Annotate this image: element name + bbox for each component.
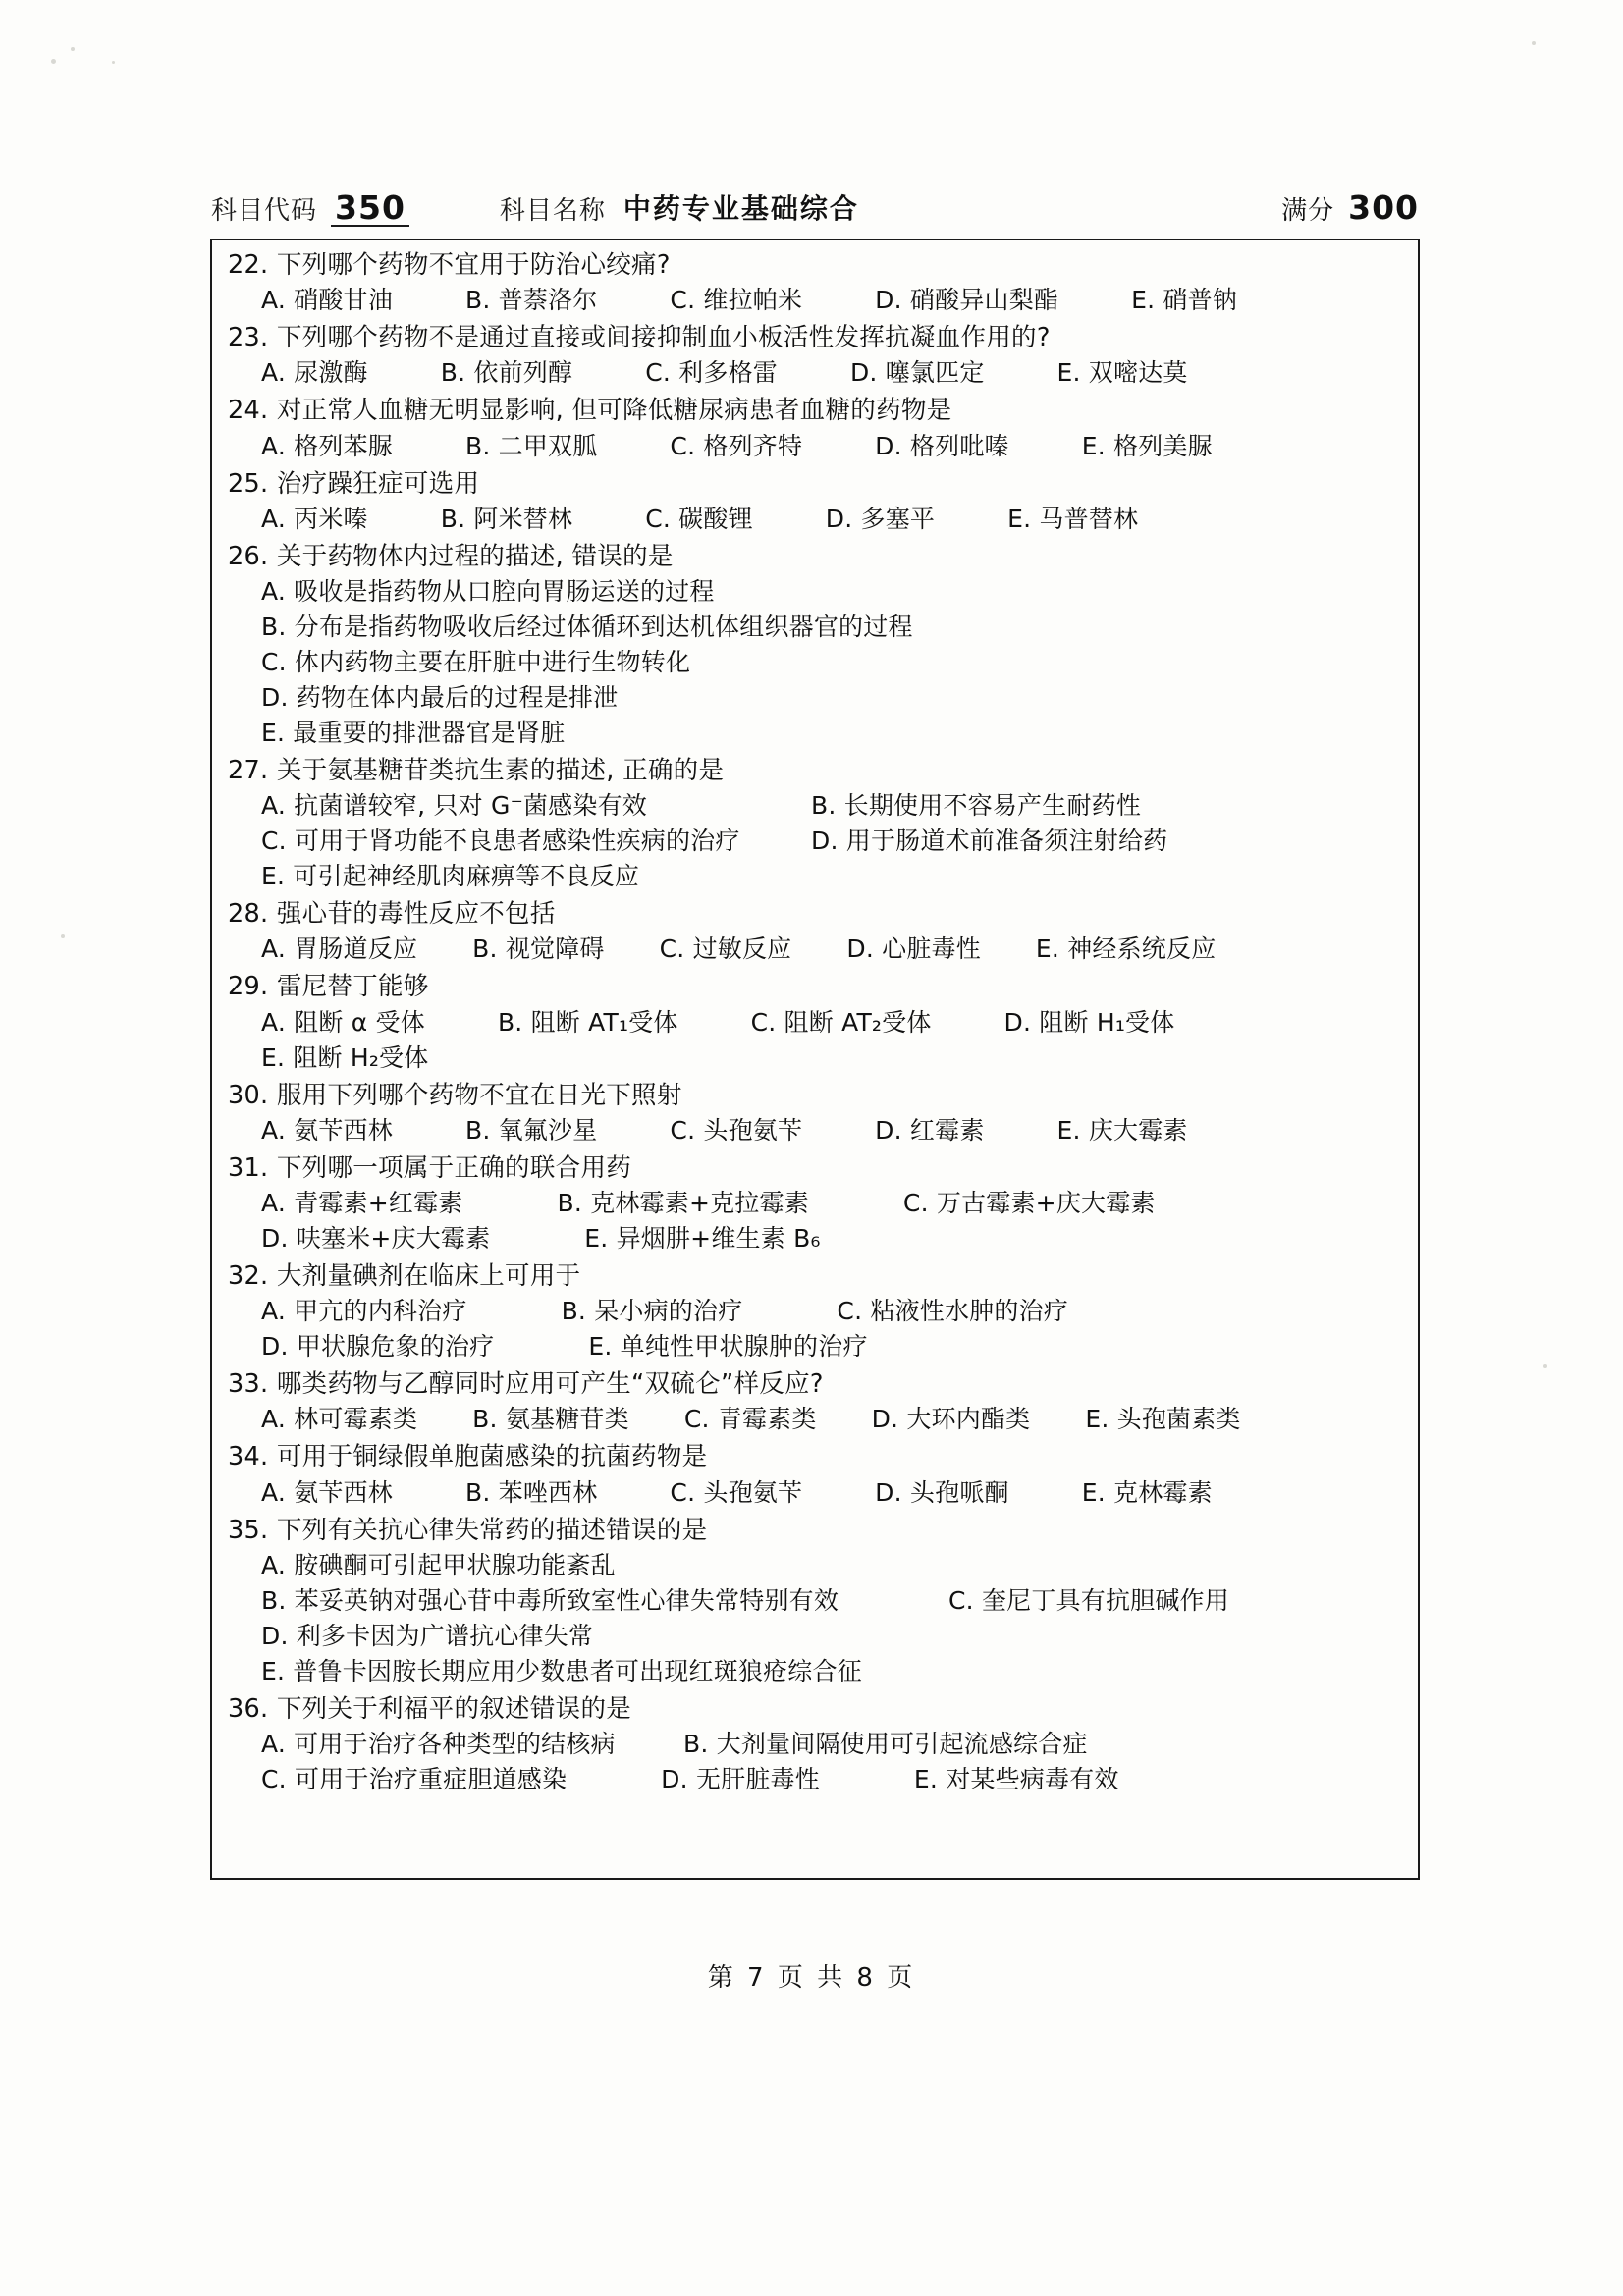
question-33 bbox=[228, 1366, 1416, 1437]
question-31 bbox=[228, 1150, 1416, 1256]
option-e[interactable]: E. 克林霉素 bbox=[1081, 1477, 1213, 1507]
option-b[interactable]: B. 呆小病的治疗 bbox=[561, 1297, 743, 1326]
option-c[interactable]: C. 可用于治疗重症胆道感染 bbox=[261, 1765, 568, 1794]
question-stem: 32. 大剂量碘剂在临床上可用于 bbox=[228, 1261, 581, 1292]
option-e[interactable]: E. 普鲁卡因胺长期应用少数患者可出现红斑狼疮综合征 bbox=[261, 1656, 862, 1685]
option-row bbox=[228, 1654, 1416, 1689]
option-b[interactable]: B. 苯妥英钠对强心苷中毒所致室性心律失常特别有效 bbox=[261, 1585, 839, 1615]
option-d[interactable]: D. 硝酸异山梨酯 bbox=[875, 286, 1059, 315]
full-score-label: 满分 bbox=[1281, 196, 1335, 226]
option-e[interactable]: E. 可引起神经肌肉麻痹等不良反应 bbox=[261, 862, 640, 891]
option-a[interactable]: A. 吸收是指药物从口腔向胃肠运送的过程 bbox=[261, 577, 715, 607]
option-row bbox=[228, 1186, 1416, 1221]
page-footer: 第 7 页 共 8 页 bbox=[707, 1963, 916, 1993]
question-stem: 24. 对正常人血糖无明显影响, 但可降低糖尿病患者血糖的药物是 bbox=[228, 396, 952, 426]
question-25 bbox=[228, 466, 1416, 537]
option-row bbox=[228, 1475, 1416, 1511]
subject-name-label: 科目名称 bbox=[499, 196, 606, 226]
option-e[interactable]: E. 神经系统反应 bbox=[1035, 934, 1217, 964]
option-row bbox=[228, 680, 1416, 716]
option-row bbox=[228, 283, 1416, 318]
question-28 bbox=[228, 896, 1416, 967]
subject-code-value: 350 bbox=[331, 191, 409, 227]
option-e[interactable]: E. 硝普钠 bbox=[1131, 286, 1238, 315]
option-a[interactable]: A. 抗菌谱较窄, 只对 G⁻菌感染有效 bbox=[261, 791, 647, 821]
paper-header bbox=[211, 182, 1419, 227]
option-d[interactable]: D. 阻断 H₁受体 bbox=[1003, 1007, 1175, 1037]
option-a[interactable]: A. 氨苄西林 bbox=[261, 1477, 393, 1507]
option-c[interactable]: C. 头孢氨苄 bbox=[670, 1477, 803, 1507]
question-22 bbox=[228, 247, 1416, 318]
option-row bbox=[228, 1548, 1416, 1583]
option-row bbox=[228, 502, 1416, 537]
option-row bbox=[228, 788, 1416, 824]
question-stem: 34. 可用于铜绿假单胞菌感染的抗菌药物是 bbox=[228, 1442, 708, 1472]
option-row bbox=[228, 932, 1416, 967]
option-d[interactable]: D. 格列吡嗪 bbox=[875, 431, 1009, 460]
option-c[interactable]: C. 青霉素类 bbox=[683, 1405, 817, 1434]
scan-speck bbox=[51, 59, 56, 64]
question-stem: 36. 下列关于利福平的叙述错误的是 bbox=[228, 1693, 632, 1724]
option-c[interactable]: C. 碳酸锂 bbox=[645, 504, 753, 533]
option-b[interactable]: B. 视觉障碍 bbox=[472, 934, 605, 964]
option-e[interactable]: E. 格列美脲 bbox=[1081, 431, 1213, 460]
option-row bbox=[228, 610, 1416, 645]
option-b[interactable]: B. 二甲双胍 bbox=[464, 431, 598, 460]
question-stem: 33. 哪类药物与乙醇同时应用可产生“双硫仑”样反应? bbox=[228, 1369, 824, 1400]
subject-name-value: 中药专业基础综合 bbox=[622, 192, 859, 225]
question-30 bbox=[228, 1078, 1416, 1148]
question-24 bbox=[228, 393, 1416, 463]
scan-speck bbox=[112, 61, 115, 64]
option-b[interactable]: B. 阿米替林 bbox=[440, 504, 573, 533]
option-b[interactable]: B. 苯唑西林 bbox=[464, 1477, 598, 1507]
option-row bbox=[228, 429, 1416, 464]
option-row bbox=[228, 1041, 1416, 1076]
option-a[interactable]: A. 胺碘酮可引起甲状腺功能紊乱 bbox=[261, 1550, 616, 1579]
question-stem: 35. 下列有关抗心律失常药的描述错误的是 bbox=[228, 1515, 708, 1545]
scan-speck bbox=[71, 47, 75, 51]
option-a[interactable]: A. 尿激酶 bbox=[261, 358, 368, 388]
option-row bbox=[228, 1402, 1416, 1437]
option-e[interactable]: E. 马普替林 bbox=[1007, 504, 1139, 533]
scan-speck bbox=[61, 934, 65, 938]
option-b[interactable]: B. 克林霉素+克拉霉素 bbox=[557, 1189, 809, 1218]
option-row bbox=[228, 1762, 1416, 1797]
option-d[interactable]: D. 利多卡因为广谱抗心律失常 bbox=[261, 1621, 594, 1650]
question-stem: 30. 服用下列哪个药物不宜在日光下照射 bbox=[228, 1080, 682, 1110]
option-b[interactable]: B. 普萘洛尔 bbox=[464, 286, 598, 315]
option-c[interactable]: C. 过敏反应 bbox=[659, 934, 792, 964]
option-row bbox=[228, 859, 1416, 894]
option-row bbox=[228, 824, 1416, 859]
question-stem: 28. 强心苷的毒性反应不包括 bbox=[228, 899, 556, 930]
option-a[interactable]: A. 硝酸甘油 bbox=[261, 286, 393, 315]
option-c[interactable]: C. 奎尼丁具有抗胆碱作用 bbox=[948, 1585, 1229, 1615]
option-d[interactable]: D. 噻氯匹定 bbox=[849, 358, 985, 388]
option-a[interactable]: A. 可用于治疗各种类型的结核病 bbox=[261, 1730, 616, 1759]
question-stem: 29. 雷尼替丁能够 bbox=[228, 972, 429, 1002]
option-row bbox=[228, 1583, 1416, 1619]
option-d[interactable]: D. 无肝脏毒性 bbox=[661, 1765, 820, 1794]
question-34 bbox=[228, 1439, 1416, 1510]
option-e[interactable]: E. 单纯性甲状腺肿的治疗 bbox=[588, 1332, 868, 1362]
option-d[interactable]: D. 头孢哌酮 bbox=[875, 1477, 1009, 1507]
option-a[interactable]: A. 格列苯脲 bbox=[261, 431, 393, 460]
option-c[interactable]: C. 维拉帕米 bbox=[670, 286, 803, 315]
option-b[interactable]: B. 分布是指药物吸收后经过体循环到达机体组织器官的过程 bbox=[261, 613, 913, 642]
option-b[interactable]: B. 阻断 AT₁受体 bbox=[497, 1007, 678, 1037]
option-row bbox=[228, 645, 1416, 680]
option-e[interactable]: E. 对某些病毒有效 bbox=[913, 1765, 1119, 1794]
option-d[interactable]: D. 用于肠道术前准备须注射给药 bbox=[811, 827, 1168, 856]
option-row bbox=[228, 574, 1416, 610]
question-29 bbox=[228, 969, 1416, 1075]
option-b[interactable]: B. 长期使用不容易产生耐药性 bbox=[811, 791, 1142, 821]
option-e[interactable]: E. 最重要的排泄器官是肾脏 bbox=[261, 719, 566, 748]
option-row bbox=[228, 1727, 1416, 1762]
question-stem: 31. 下列哪一项属于正确的联合用药 bbox=[228, 1152, 632, 1183]
option-c[interactable]: C. 可用于肾功能不良患者感染性疾病的治疗 bbox=[261, 827, 740, 856]
option-d[interactable]: D. 甲状腺危象的治疗 bbox=[261, 1332, 495, 1362]
option-c[interactable]: C. 阻断 AT₂受体 bbox=[750, 1007, 932, 1037]
full-score-value: 300 bbox=[1348, 188, 1419, 227]
option-d[interactable]: D. 多塞平 bbox=[825, 504, 936, 533]
option-b[interactable]: B. 氧氟沙星 bbox=[464, 1115, 598, 1145]
question-stem: 26. 关于药物体内过程的描述, 错误的是 bbox=[228, 541, 674, 571]
question-26 bbox=[228, 539, 1416, 751]
option-c[interactable]: C. 体内药物主要在肝脏中进行生物转化 bbox=[261, 648, 691, 677]
option-a[interactable]: A. 丙米嗪 bbox=[261, 504, 368, 533]
option-b[interactable]: B. 大剂量间隔使用可引起流感综合症 bbox=[683, 1730, 1088, 1759]
option-row bbox=[228, 1005, 1416, 1041]
option-a[interactable]: A. 林可霉素类 bbox=[261, 1405, 418, 1434]
question-23 bbox=[228, 320, 1416, 391]
option-d[interactable]: D. 药物在体内最后的过程是排泄 bbox=[261, 683, 619, 713]
question-stem: 22. 下列哪个药物不宜用于防治心绞痛? bbox=[228, 250, 671, 280]
option-a[interactable]: A. 甲亢的内科治疗 bbox=[261, 1297, 467, 1326]
option-a[interactable]: A. 青霉素+红霉素 bbox=[261, 1189, 463, 1218]
option-e[interactable]: E. 庆大霉素 bbox=[1056, 1115, 1188, 1145]
option-c[interactable]: C. 头孢氨苄 bbox=[670, 1115, 803, 1145]
option-row bbox=[228, 1619, 1416, 1654]
option-d[interactable]: D. 红霉素 bbox=[875, 1115, 985, 1145]
question-36 bbox=[228, 1691, 1416, 1797]
option-a[interactable]: A. 氨苄西林 bbox=[261, 1115, 393, 1145]
option-row bbox=[228, 716, 1416, 751]
option-c[interactable]: C. 格列齐特 bbox=[670, 431, 803, 460]
option-c[interactable]: C. 粘液性水肿的治疗 bbox=[837, 1297, 1068, 1326]
option-b[interactable]: B. 依前列醇 bbox=[440, 358, 573, 388]
option-e[interactable]: E. 阻断 H₂受体 bbox=[261, 1042, 429, 1072]
option-d[interactable]: D. 大环内酯类 bbox=[871, 1405, 1031, 1434]
option-c[interactable]: C. 万古霉素+庆大霉素 bbox=[902, 1189, 1156, 1218]
option-row bbox=[228, 355, 1416, 391]
question-stem: 25. 治疗躁狂症可选用 bbox=[228, 468, 480, 499]
question-27 bbox=[228, 753, 1416, 894]
option-row bbox=[228, 1221, 1416, 1256]
subject-code-label: 科目代码 bbox=[211, 196, 318, 226]
option-row bbox=[228, 1113, 1416, 1148]
option-e[interactable]: E. 头孢菌素类 bbox=[1085, 1405, 1241, 1434]
question-32 bbox=[228, 1258, 1416, 1364]
option-d[interactable]: D. 心脏毒性 bbox=[846, 934, 981, 964]
scan-speck bbox=[1543, 1364, 1547, 1368]
option-b[interactable]: B. 氨基糖苷类 bbox=[472, 1405, 629, 1434]
option-d[interactable]: D. 呋塞米+庆大霉素 bbox=[261, 1224, 491, 1254]
option-a[interactable]: A. 胃肠道反应 bbox=[261, 934, 418, 964]
option-c[interactable]: C. 利多格雷 bbox=[645, 358, 778, 388]
question-list bbox=[228, 247, 1416, 1799]
question-stem: 27. 关于氨基糖苷类抗生素的描述, 正确的是 bbox=[228, 756, 725, 786]
question-35 bbox=[228, 1513, 1416, 1689]
option-row bbox=[228, 1294, 1416, 1329]
option-row bbox=[228, 1329, 1416, 1364]
option-a[interactable]: A. 阻断 α 受体 bbox=[261, 1007, 425, 1037]
option-e[interactable]: E. 异烟肼+维生素 B₆ bbox=[584, 1224, 821, 1254]
scan-speck bbox=[1532, 41, 1536, 45]
question-stem: 23. 下列哪个药物不是通过直接或间接抑制血小板活性发挥抗凝血作用的? bbox=[228, 323, 1051, 353]
option-e[interactable]: E. 双嘧达莫 bbox=[1056, 358, 1188, 388]
